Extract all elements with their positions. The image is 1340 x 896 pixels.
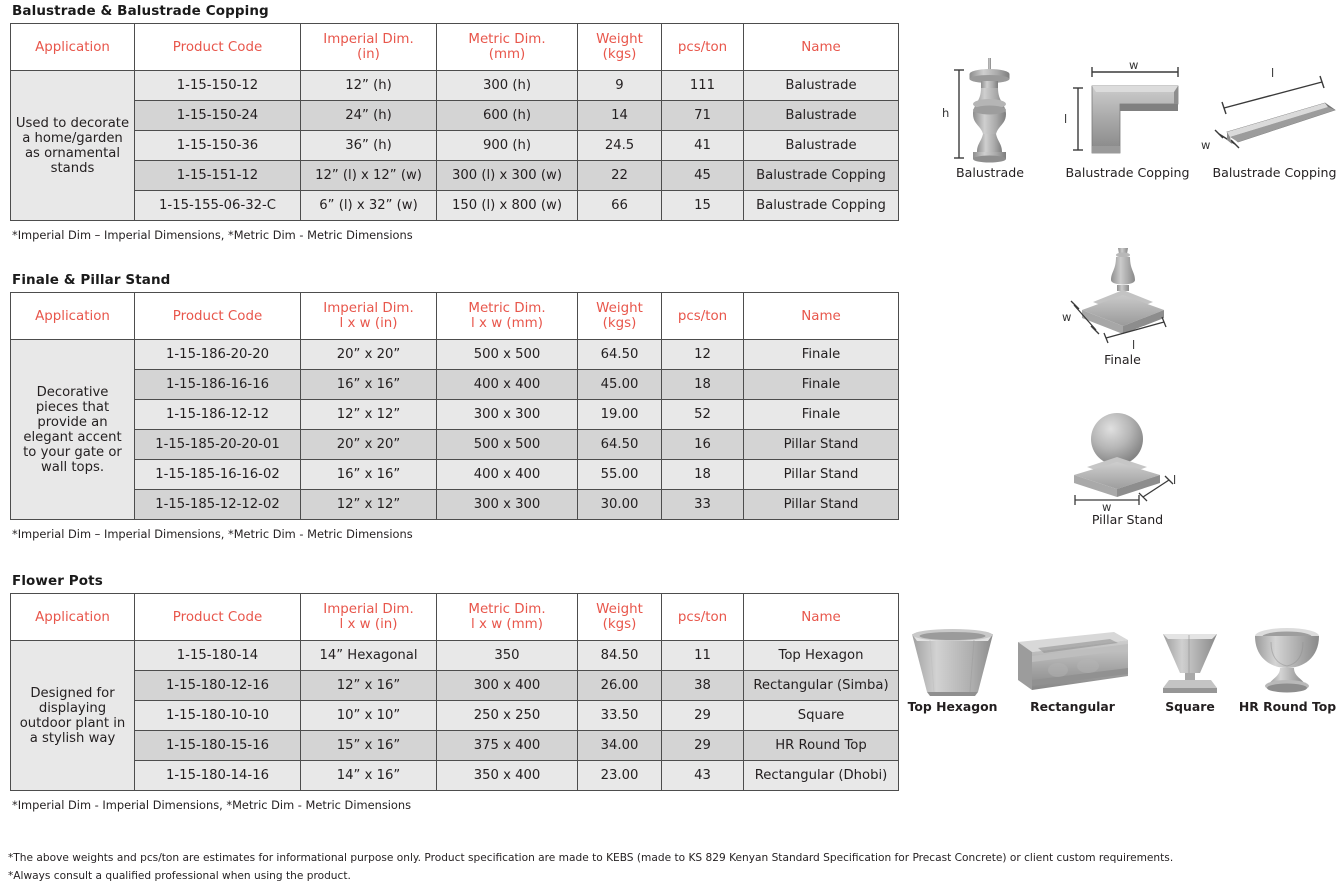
cell-product-code: 1-15-180-10-10 (135, 701, 301, 731)
cell-weight: 23.00 (578, 761, 662, 791)
cell-product-code: 1-15-150-24 (135, 101, 301, 131)
col-header-application: Application (11, 24, 135, 71)
table-row (11, 101, 899, 131)
col-header-imperial-dim (301, 24, 437, 71)
spec-table-finale (10, 292, 899, 520)
dimension-label-l: l (1271, 66, 1275, 80)
col-header-weight-sub: (kgs) (602, 316, 637, 331)
cell-metric: 500 x 500 (437, 340, 578, 370)
col-header-name: Name (744, 24, 899, 71)
cell-weight: 30.00 (578, 490, 662, 520)
table-note: *Imperial Dim - Imperial Dimensions, *Metric Dim - Metric Dimensions (12, 798, 412, 812)
col-header-imperial-dim (301, 594, 437, 641)
figure-caption: Finale (1104, 352, 1141, 367)
col-header-product-code: Product Code (135, 293, 301, 340)
col-header-application: Application (11, 293, 135, 340)
cell-imperial: 20” x 20” (301, 340, 437, 370)
dimension-label-l: l (1132, 338, 1136, 352)
square-pot-icon (1145, 618, 1235, 700)
table-row (11, 131, 899, 161)
cell-pcs: 11 (662, 641, 744, 671)
application-cell: Decorative pieces that provide an elegant accent to your gate or wall tops. (11, 340, 135, 520)
cell-product-code: 1-15-185-20-20-01 (135, 430, 301, 460)
col-header-weight-main: Weight (596, 32, 643, 47)
col-header-imperial-main: Imperial Dim. (323, 32, 414, 47)
cell-imperial: 16” x 16” (301, 460, 437, 490)
dimension-label-w: w (1102, 500, 1112, 514)
pillar-stand-illustration (1045, 405, 1210, 513)
cell-weight: 34.00 (578, 731, 662, 761)
cell-product-code: 1-15-186-16-16 (135, 370, 301, 400)
col-header-imperial-dim (301, 293, 437, 340)
cell-imperial: 6” (l) x 32” (w) (301, 191, 437, 221)
cell-pcs: 16 (662, 430, 744, 460)
col-header-weight-main: Weight (596, 602, 643, 617)
dimension-label-l: l (1173, 473, 1177, 487)
figure-finale (1040, 248, 1205, 367)
col-header-name: Name (744, 293, 899, 340)
cell-imperial: 14” x 16” (301, 761, 437, 791)
cell-weight: 9 (578, 71, 662, 101)
col-header-metric-dim (437, 594, 578, 641)
col-header-weight (578, 293, 662, 340)
spec-table-balustrade (10, 23, 899, 221)
cell-product-code: 1-15-185-16-16-02 (135, 460, 301, 490)
cell-weight: 45.00 (578, 370, 662, 400)
cell-pcs: 52 (662, 400, 744, 430)
col-header-weight-sub: (kgs) (602, 617, 637, 632)
cell-metric: 375 x 400 (437, 731, 578, 761)
cell-metric: 300 (h) (437, 71, 578, 101)
col-header-weight-sub: (kgs) (602, 47, 637, 62)
cell-weight: 26.00 (578, 671, 662, 701)
cell-metric: 350 (437, 641, 578, 671)
cell-product-code: 1-15-180-15-16 (135, 731, 301, 761)
cell-imperial: 12” (h) (301, 71, 437, 101)
dimension-label-w: w (1062, 310, 1072, 324)
col-header-product-code: Product Code (135, 594, 301, 641)
table-row (11, 701, 899, 731)
cell-name: Pillar Stand (744, 490, 899, 520)
section-title: Balustrade & Balustrade Copping (12, 3, 269, 19)
table-row (11, 370, 899, 400)
dimension-label-w: w (1129, 58, 1139, 72)
cell-imperial: 20” x 20” (301, 430, 437, 460)
cell-pcs: 29 (662, 731, 744, 761)
table-header-row (11, 293, 899, 340)
cell-imperial: 24” (h) (301, 101, 437, 131)
cell-imperial: 36” (h) (301, 131, 437, 161)
figure-group-flower-pots (900, 618, 1340, 733)
footer-line-2: *Always consult a qualified professional when using the product. (8, 870, 351, 882)
col-header-imperial-sub: l x w (in) (339, 316, 398, 331)
table-note: *Imperial Dim – Imperial Dimensions, *Metric Dim - Metric Dimensions (12, 527, 413, 541)
table-header-row (11, 24, 899, 71)
top-hexagon-illustration (900, 618, 1005, 700)
figure-top-hexagon (900, 618, 1005, 714)
figure-caption: Balustrade Copping (1212, 165, 1337, 180)
dimension-label-w: w (1201, 138, 1211, 152)
application-cell: Designed for displaying outdoor plant in a stylish way (11, 641, 135, 791)
cell-product-code: 1-15-151-12 (135, 161, 301, 191)
col-header-pcs-per-ton: pcs/ton (662, 24, 744, 71)
rectangular-illustration (1010, 618, 1135, 700)
section-balustrade (10, 3, 899, 242)
col-header-weight (578, 24, 662, 71)
cell-weight: 55.00 (578, 460, 662, 490)
cell-imperial: 12” (l) x 12” (w) (301, 161, 437, 191)
figure-balustrade-copping-bar (1197, 58, 1340, 180)
cell-name: Balustrade (744, 131, 899, 161)
cell-weight: 64.50 (578, 430, 662, 460)
cell-metric: 350 x 400 (437, 761, 578, 791)
cell-product-code: 1-15-180-12-16 (135, 671, 301, 701)
cell-name: Balustrade Copping (744, 191, 899, 221)
col-header-metric-sub: l x w (mm) (471, 617, 543, 632)
cell-metric: 900 (h) (437, 131, 578, 161)
cell-imperial: 14” Hexagonal (301, 641, 437, 671)
cell-name: Rectangular (Dhobi) (744, 761, 899, 791)
finale-illustration (1040, 248, 1205, 353)
col-header-pcs-per-ton: pcs/ton (662, 594, 744, 641)
cell-imperial: 12” x 12” (301, 490, 437, 520)
dimension-label-l: l (1064, 112, 1068, 126)
cell-name: Top Hexagon (744, 641, 899, 671)
col-header-metric-dim (437, 293, 578, 340)
top-hexagon-pot-icon (900, 618, 1005, 700)
figure-caption: HR Round Top (1238, 699, 1337, 714)
col-header-weight (578, 594, 662, 641)
col-header-pcs-per-ton: pcs/ton (662, 293, 744, 340)
cell-product-code: 1-15-150-36 (135, 131, 301, 161)
figure-balustrade (925, 58, 1055, 180)
dimension-label-h: h (942, 106, 950, 120)
section-title: Flower Pots (12, 573, 103, 589)
table-row (11, 191, 899, 221)
cell-weight: 14 (578, 101, 662, 131)
figure-caption: Balustrade (956, 165, 1024, 180)
table-row (11, 761, 899, 791)
cell-metric: 400 x 400 (437, 460, 578, 490)
cell-name: Balustrade (744, 101, 899, 131)
cell-pcs: 18 (662, 370, 744, 400)
balustrade-copping-bar-illustration (1197, 58, 1340, 166)
cell-weight: 84.50 (578, 641, 662, 671)
col-header-application: Application (11, 594, 135, 641)
cell-pcs: 38 (662, 671, 744, 701)
figure-hr-round-top (1235, 618, 1340, 714)
figure-group-pillar-stand (1045, 405, 1210, 550)
table-row (11, 671, 899, 701)
cell-product-code: 1-15-155-06-32-C (135, 191, 301, 221)
cell-name: Balustrade (744, 71, 899, 101)
balustrade-copping-corner-icon (1050, 58, 1205, 166)
cell-name: Square (744, 701, 899, 731)
figure-caption: Square (1165, 699, 1215, 714)
cell-weight: 64.50 (578, 340, 662, 370)
figure-caption: Balustrade Copping (1065, 165, 1190, 180)
figure-rectangular (1010, 618, 1135, 714)
figure-square (1145, 618, 1235, 714)
balustrade-copping-corner-illustration (1050, 58, 1205, 166)
col-header-imperial-main: Imperial Dim. (323, 602, 414, 617)
table-row (11, 430, 899, 460)
section-flower-pots (10, 573, 899, 812)
cell-pcs: 111 (662, 71, 744, 101)
col-header-imperial-sub: (in) (357, 47, 380, 62)
table-row (11, 161, 899, 191)
cell-weight: 19.00 (578, 400, 662, 430)
cell-name: Finale (744, 340, 899, 370)
footer-line-1: *The above weights and pcs/ton are estimates for informational purpose only. Product specification are made to KEBS (made to KS 829 Kenyan Standard Specification for Precast Concrete) or client custom requirements. (8, 852, 1174, 864)
cell-pcs: 33 (662, 490, 744, 520)
cell-pcs: 18 (662, 460, 744, 490)
cell-weight: 66 (578, 191, 662, 221)
cell-pcs: 45 (662, 161, 744, 191)
hr-round-top-pot-icon (1235, 618, 1340, 700)
finale-icon (1040, 248, 1205, 353)
figure-group-balustrade (925, 58, 1337, 188)
cell-metric: 600 (h) (437, 101, 578, 131)
table-row (11, 731, 899, 761)
cell-name: Rectangular (Simba) (744, 671, 899, 701)
cell-metric: 300 x 300 (437, 490, 578, 520)
col-header-metric-sub: l x w (mm) (471, 316, 543, 331)
cell-name: Pillar Stand (744, 430, 899, 460)
table-row (11, 641, 899, 671)
table-note: *Imperial Dim – Imperial Dimensions, *Metric Dim - Metric Dimensions (12, 228, 413, 242)
cell-weight: 33.50 (578, 701, 662, 731)
cell-product-code: 1-15-186-12-12 (135, 400, 301, 430)
spec-table-flower-pots (10, 593, 899, 791)
cell-metric: 300 x 400 (437, 671, 578, 701)
col-header-product-code: Product Code (135, 24, 301, 71)
col-header-imperial-sub: l x w (in) (339, 617, 398, 632)
cell-metric: 400 x 400 (437, 370, 578, 400)
application-cell: Used to decorate a home/garden as ornamental stands (11, 71, 135, 221)
cell-metric: 150 (l) x 800 (w) (437, 191, 578, 221)
cell-imperial: 12” x 16” (301, 671, 437, 701)
table-row (11, 71, 899, 101)
cell-weight: 22 (578, 161, 662, 191)
cell-metric: 250 x 250 (437, 701, 578, 731)
figure-pillar-stand (1045, 405, 1210, 527)
cell-metric: 300 x 300 (437, 400, 578, 430)
col-header-imperial-main: Imperial Dim. (323, 301, 414, 316)
cell-imperial: 15” x 16” (301, 731, 437, 761)
col-header-name: Name (744, 594, 899, 641)
rectangular-pot-icon (1010, 618, 1135, 700)
square-illustration (1145, 618, 1235, 700)
cell-name: Pillar Stand (744, 460, 899, 490)
col-header-metric-sub: (mm) (488, 47, 526, 62)
col-header-metric-main: Metric Dim. (468, 32, 546, 47)
cell-pcs: 12 (662, 340, 744, 370)
section-title: Finale & Pillar Stand (12, 272, 171, 288)
cell-pcs: 43 (662, 761, 744, 791)
cell-product-code: 1-15-185-12-12-02 (135, 490, 301, 520)
cell-metric: 300 (l) x 300 (w) (437, 161, 578, 191)
cell-product-code: 1-15-180-14 (135, 641, 301, 671)
table-header-row (11, 594, 899, 641)
figure-caption: Top Hexagon (907, 699, 998, 714)
figure-caption: Rectangular (1030, 699, 1115, 714)
footer-disclaimer (8, 851, 1328, 887)
col-header-weight-main: Weight (596, 301, 643, 316)
cell-product-code: 1-15-186-20-20 (135, 340, 301, 370)
table-row (11, 400, 899, 430)
cell-name: Balustrade Copping (744, 161, 899, 191)
cell-weight: 24.5 (578, 131, 662, 161)
cell-imperial: 16” x 16” (301, 370, 437, 400)
table-row (11, 340, 899, 370)
cell-name: HR Round Top (744, 731, 899, 761)
cell-metric: 500 x 500 (437, 430, 578, 460)
cell-product-code: 1-15-180-14-16 (135, 761, 301, 791)
figure-caption: Pillar Stand (1091, 512, 1164, 527)
cell-imperial: 10” x 10” (301, 701, 437, 731)
cell-name: Finale (744, 400, 899, 430)
cell-pcs: 29 (662, 701, 744, 731)
cell-name: Finale (744, 370, 899, 400)
balustrade-copping-bar-icon (1197, 58, 1340, 166)
figure-balustrade-copping-corner (1050, 58, 1205, 180)
cell-pcs: 15 (662, 191, 744, 221)
section-finale-pillar-stand (10, 272, 899, 541)
col-header-metric-dim (437, 24, 578, 71)
hr-round-top-illustration (1235, 618, 1340, 700)
cell-pcs: 71 (662, 101, 744, 131)
balustrade-illustration (925, 58, 1055, 166)
cell-product-code: 1-15-150-12 (135, 71, 301, 101)
col-header-metric-main: Metric Dim. (468, 301, 546, 316)
pillar-stand-icon (1045, 405, 1210, 513)
figure-group-finale (1040, 248, 1205, 373)
cell-pcs: 41 (662, 131, 744, 161)
col-header-metric-main: Metric Dim. (468, 602, 546, 617)
cell-imperial: 12” x 12” (301, 400, 437, 430)
table-row (11, 460, 899, 490)
table-row (11, 490, 899, 520)
